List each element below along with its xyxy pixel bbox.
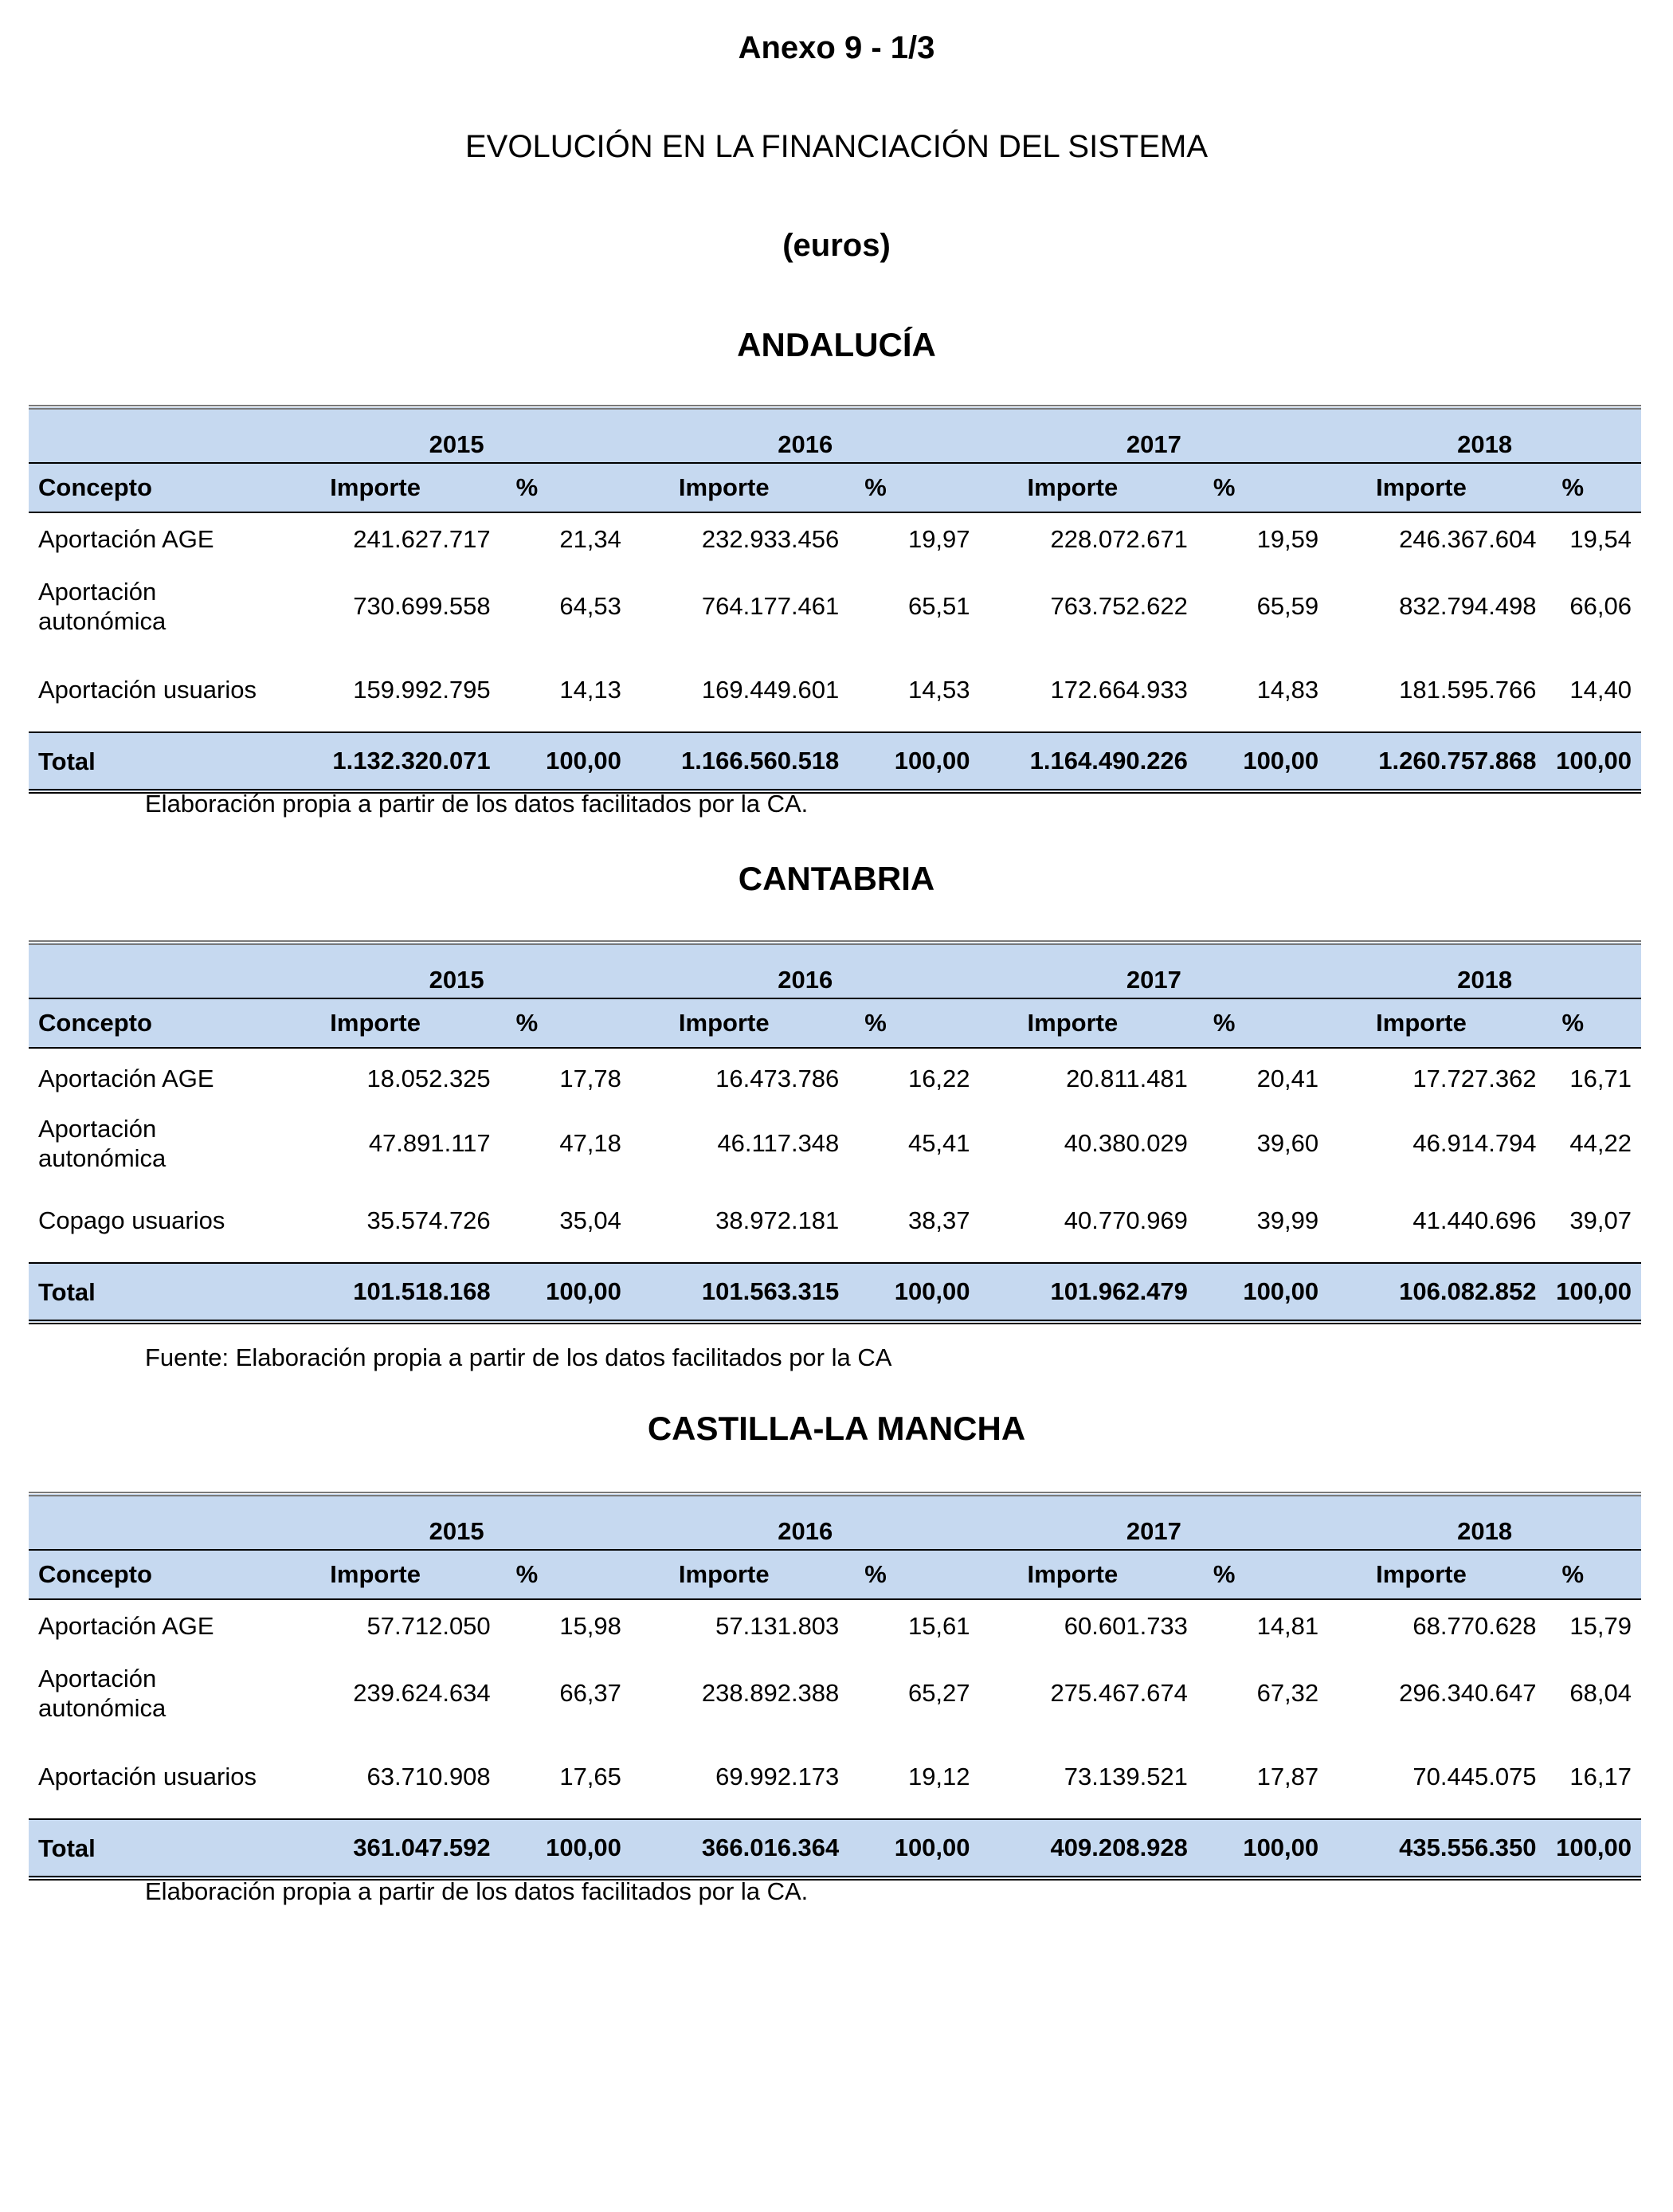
table-row — [29, 1179, 1641, 1263]
importe-header: Importe — [1328, 463, 1546, 512]
percent-cell: 64,53 — [559, 592, 621, 620]
importe-cell: 832.794.498 — [1399, 592, 1537, 620]
total-percent-cell: 100,00 — [1546, 732, 1641, 791]
importe-cell: 275.467.674 — [1050, 1679, 1188, 1707]
table-row — [29, 1108, 1641, 1179]
year-header: 2017 — [980, 1494, 1329, 1550]
percent-cell: 17,65 — [559, 1762, 621, 1790]
importe-cell: 35.574.726 — [366, 1206, 491, 1234]
percent-cell: 15,79 — [1569, 1611, 1632, 1640]
importe-cell: 172.664.933 — [1050, 675, 1188, 704]
year-header: 2016 — [631, 407, 980, 463]
importe-header: Importe — [980, 463, 1197, 512]
percent-cell: 66,06 — [1569, 592, 1632, 620]
table-row — [29, 1652, 1641, 1735]
page-title: EVOLUCIÓN EN LA FINANCIACIÓN DEL SISTEMA — [464, 129, 1209, 164]
importe-cell: 46.117.348 — [717, 1129, 840, 1157]
importe-cell: 41.440.696 — [1412, 1206, 1537, 1234]
total-label: Total — [29, 732, 282, 791]
percent-cell: 14,53 — [907, 675, 970, 704]
year-header: 2018 — [1328, 407, 1641, 463]
table-row — [29, 1735, 1641, 1819]
total-importe-cell: 1.260.757.868 — [1328, 732, 1546, 791]
importe-header: Importe — [282, 998, 500, 1048]
importe-cell: 763.752.622 — [1050, 592, 1188, 620]
percent-cell: 14,40 — [1569, 675, 1632, 704]
importe-cell: 38.972.181 — [715, 1206, 840, 1234]
importe-cell: 46.914.794 — [1412, 1129, 1537, 1157]
importe-cell: 16.473.786 — [715, 1064, 840, 1092]
percent-header: % — [500, 998, 631, 1048]
percent-cell: 14,13 — [559, 675, 621, 704]
year-header: 2017 — [980, 943, 1329, 998]
importe-cell: 239.624.634 — [353, 1679, 491, 1707]
total-percent-cell: 100,00 — [500, 732, 631, 791]
percent-cell: 19,97 — [907, 524, 970, 553]
importe-header: Importe — [1328, 998, 1546, 1048]
importe-cell: 17.727.362 — [1412, 1064, 1537, 1092]
percent-header: % — [848, 998, 979, 1048]
total-importe-cell: 1.164.490.226 — [980, 732, 1197, 791]
concept-cell: Aportación AGE — [38, 1612, 214, 1640]
importe-cell: 63.710.908 — [366, 1762, 491, 1790]
percent-cell: 14,83 — [1256, 675, 1319, 704]
concept-header: Concepto — [29, 463, 282, 512]
importe-cell: 20.811.481 — [1066, 1064, 1188, 1092]
percent-cell: 38,37 — [907, 1206, 970, 1234]
header-blank — [29, 407, 282, 463]
table-row — [29, 1599, 1641, 1652]
percent-cell: 15,98 — [559, 1611, 621, 1640]
header-blank — [29, 943, 282, 998]
importe-cell: 69.992.173 — [715, 1762, 840, 1790]
percent-cell: 16,22 — [907, 1064, 970, 1092]
source-note: Elaboración propia a partir de los datos facilitados por la CA. — [145, 790, 809, 818]
total-importe-cell: 409.208.928 — [980, 1819, 1197, 1878]
percent-cell: 14,81 — [1256, 1611, 1319, 1640]
percent-cell: 17,87 — [1256, 1762, 1319, 1790]
total-percent-cell: 100,00 — [1546, 1263, 1641, 1322]
percent-cell: 66,37 — [559, 1679, 621, 1707]
concept-header: Concepto — [29, 998, 282, 1048]
total-importe-cell: 101.518.168 — [282, 1263, 500, 1322]
importe-cell: 181.595.766 — [1399, 675, 1537, 704]
percent-cell: 35,04 — [559, 1206, 621, 1234]
percent-header: % — [500, 1550, 631, 1599]
importe-header: Importe — [631, 1550, 848, 1599]
importe-cell: 241.627.717 — [353, 524, 491, 553]
importe-cell: 57.712.050 — [366, 1611, 491, 1640]
percent-header: % — [500, 463, 631, 512]
total-importe-cell: 435.556.350 — [1328, 1819, 1546, 1878]
concept-cell: Aportación autonómica — [38, 578, 167, 635]
percent-cell: 17,78 — [559, 1064, 621, 1092]
importe-cell: 159.992.795 — [353, 675, 491, 704]
region-title: CANTABRIA — [738, 860, 935, 897]
concept-cell: Aportación AGE — [38, 525, 214, 553]
percent-header: % — [1546, 1550, 1641, 1599]
percent-cell: 45,41 — [907, 1129, 970, 1157]
percent-cell: 65,51 — [907, 592, 970, 620]
importe-header: Importe — [282, 463, 500, 512]
total-importe-cell: 101.962.479 — [980, 1263, 1197, 1322]
year-header: 2015 — [282, 407, 631, 463]
source-note: Fuente: Elaboración propia a partir de los datos facilitados por la CA — [145, 1343, 892, 1371]
percent-header: % — [1197, 998, 1328, 1048]
concept-cell: Aportación autonómica — [38, 1665, 167, 1722]
importe-cell: 57.131.803 — [715, 1611, 840, 1640]
concept-cell: Copago usuarios — [38, 1206, 225, 1234]
region-title: ANDALUCÍA — [737, 326, 936, 363]
total-percent-cell: 100,00 — [848, 732, 979, 791]
percent-cell: 16,71 — [1569, 1064, 1632, 1092]
table-row — [29, 648, 1641, 732]
percent-cell: 65,59 — [1256, 592, 1319, 620]
importe-header: Importe — [631, 463, 848, 512]
importe-cell: 70.445.075 — [1412, 1762, 1537, 1790]
importe-cell: 169.449.601 — [701, 675, 840, 704]
importe-cell: 47.891.117 — [368, 1129, 491, 1157]
total-percent-cell: 100,00 — [1197, 1263, 1328, 1322]
year-header: 2017 — [980, 407, 1329, 463]
importe-cell: 296.340.647 — [1399, 1679, 1537, 1707]
percent-header: % — [1197, 1550, 1328, 1599]
importe-cell: 228.072.671 — [1050, 524, 1188, 553]
importe-header: Importe — [631, 998, 848, 1048]
percent-cell: 39,07 — [1569, 1206, 1632, 1234]
percent-cell: 47,18 — [559, 1129, 621, 1157]
table-row — [29, 1048, 1641, 1108]
percent-cell: 19,59 — [1256, 524, 1319, 553]
total-label: Total — [29, 1819, 282, 1878]
importe-cell: 764.177.461 — [701, 592, 840, 620]
importe-cell: 730.699.558 — [353, 592, 491, 620]
table-row — [29, 565, 1641, 648]
importe-header: Importe — [282, 1550, 500, 1599]
total-importe-cell: 1.132.320.071 — [282, 732, 500, 791]
concept-cell: Aportación autonómica — [38, 1115, 167, 1172]
total-importe-cell: 361.047.592 — [282, 1819, 500, 1878]
percent-header: % — [1546, 463, 1641, 512]
importe-header: Importe — [980, 998, 1197, 1048]
total-importe-cell: 106.082.852 — [1328, 1263, 1546, 1322]
importe-header: Importe — [1328, 1550, 1546, 1599]
importe-cell: 238.892.388 — [701, 1679, 840, 1707]
total-importe-cell: 101.563.315 — [631, 1263, 848, 1322]
percent-header: % — [848, 1550, 979, 1599]
importe-cell: 40.380.029 — [1064, 1129, 1188, 1157]
total-row — [29, 732, 1641, 791]
importe-cell: 246.367.604 — [1399, 524, 1537, 553]
year-header: 2016 — [631, 943, 980, 998]
importe-cell: 40.770.969 — [1064, 1206, 1188, 1234]
total-percent-cell: 100,00 — [1546, 1819, 1641, 1878]
importe-header: Importe — [980, 1550, 1197, 1599]
concept-header: Concepto — [29, 1550, 282, 1599]
concept-cell: Aportación usuarios — [38, 1763, 257, 1790]
percent-cell: 19,12 — [907, 1762, 970, 1790]
percent-cell: 65,27 — [907, 1679, 970, 1707]
total-percent-cell: 100,00 — [1197, 732, 1328, 791]
concept-cell: Aportación AGE — [38, 1065, 214, 1092]
header-blank — [29, 1494, 282, 1550]
annex-label: Anexo 9 - 1/3 — [738, 30, 935, 65]
percent-cell: 68,04 — [1569, 1679, 1632, 1707]
table-row — [29, 512, 1641, 565]
total-percent-cell: 100,00 — [848, 1819, 979, 1878]
percent-cell: 15,61 — [907, 1611, 970, 1640]
total-percent-cell: 100,00 — [500, 1263, 631, 1322]
financing-table — [29, 1492, 1641, 1881]
total-row — [29, 1263, 1641, 1322]
year-header: 2015 — [282, 943, 631, 998]
percent-cell: 19,54 — [1569, 524, 1632, 553]
importe-cell: 73.139.521 — [1064, 1762, 1188, 1790]
total-percent-cell: 100,00 — [500, 1819, 631, 1878]
percent-cell: 20,41 — [1256, 1064, 1319, 1092]
percent-header: % — [1197, 463, 1328, 512]
source-note: Elaboración propia a partir de los datos facilitados por la CA. — [145, 1877, 809, 1905]
percent-header: % — [1546, 998, 1641, 1048]
financing-table — [29, 405, 1641, 794]
percent-cell: 44,22 — [1569, 1129, 1632, 1157]
year-header: 2018 — [1328, 943, 1641, 998]
total-row — [29, 1819, 1641, 1878]
total-label: Total — [29, 1263, 282, 1322]
financing-table — [29, 940, 1641, 1324]
importe-cell: 18.052.325 — [366, 1064, 491, 1092]
percent-cell: 39,60 — [1256, 1129, 1319, 1157]
percent-cell: 16,17 — [1569, 1762, 1632, 1790]
importe-cell: 60.601.733 — [1064, 1611, 1188, 1640]
year-header: 2016 — [631, 1494, 980, 1550]
units-label: (euros) — [782, 228, 891, 263]
year-header: 2018 — [1328, 1494, 1641, 1550]
total-percent-cell: 100,00 — [848, 1263, 979, 1322]
total-importe-cell: 1.166.560.518 — [631, 732, 848, 791]
concept-cell: Aportación usuarios — [38, 676, 257, 704]
total-percent-cell: 100,00 — [1197, 1819, 1328, 1878]
year-header: 2015 — [282, 1494, 631, 1550]
total-importe-cell: 366.016.364 — [631, 1819, 848, 1878]
importe-cell: 68.770.628 — [1412, 1611, 1537, 1640]
percent-header: % — [848, 463, 979, 512]
percent-cell: 21,34 — [559, 524, 621, 553]
percent-cell: 67,32 — [1256, 1679, 1319, 1707]
region-title: CASTILLA-LA MANCHA — [647, 1410, 1026, 1447]
percent-cell: 39,99 — [1256, 1206, 1319, 1234]
importe-cell: 232.933.456 — [701, 524, 840, 553]
